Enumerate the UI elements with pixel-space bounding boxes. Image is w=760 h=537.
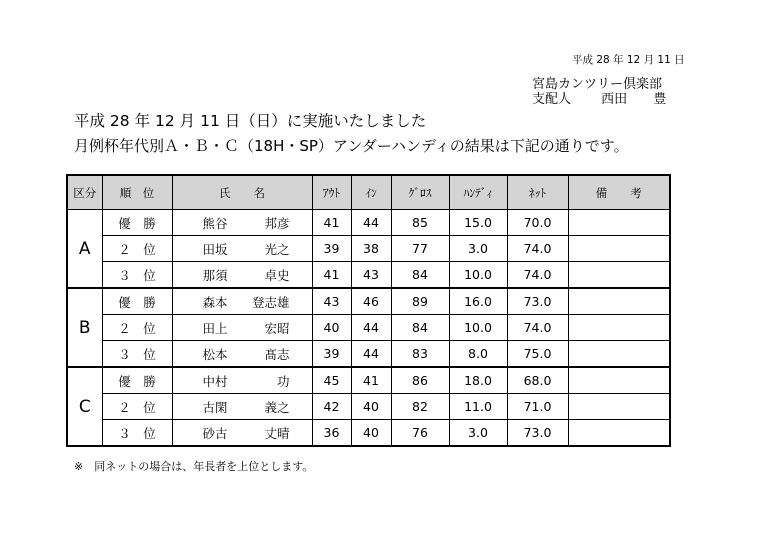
rank-cell: 優 勝 [102, 367, 172, 394]
surname: 森本 [202, 294, 228, 310]
header-category: 区分 [67, 175, 102, 210]
name-cell [172, 210, 312, 236]
surname: 中村 [202, 373, 228, 389]
handicap-cell: 11.0 [449, 394, 507, 420]
tie-break-note: ※ 同ネットの場合は、年長者を上位とします。 [74, 460, 314, 473]
in-score-cell: 43 [351, 262, 391, 289]
net-cell: 71.0 [507, 394, 568, 420]
rank-cell: 優 勝 [102, 288, 172, 315]
surname: 那須 [202, 267, 228, 283]
remarks-cell [568, 236, 670, 262]
table-row [67, 341, 670, 368]
surname: 田坂 [202, 241, 228, 257]
name-cell [172, 288, 312, 315]
table-row [67, 236, 670, 262]
in-score-cell: 41 [351, 367, 391, 394]
announcement-subtitle: 月例杯年代別Ａ・Ｂ・Ｃ（18H・SP）アンダーハンディの結果は下記の通りです。 [74, 137, 629, 155]
net-cell: 68.0 [507, 367, 568, 394]
table-row [67, 210, 670, 236]
name-cell [172, 315, 312, 341]
surname: 松本 [202, 346, 228, 362]
rank-cell: ３ 位 [102, 420, 172, 447]
results-table [66, 174, 671, 447]
header-in: ｲﾝ [351, 175, 391, 210]
gross-cell: 86 [391, 367, 449, 394]
name-cell [172, 420, 312, 447]
club-name: 宮島カンツリー倶楽部 [532, 77, 663, 92]
remarks-cell [568, 394, 670, 420]
surname: 砂古 [202, 425, 228, 441]
given-name: 功 [276, 373, 290, 389]
rank-cell: 優 勝 [102, 210, 172, 236]
remarks-cell [568, 367, 670, 394]
header-rank: 順 位 [102, 175, 172, 210]
out-score-cell: 41 [312, 210, 351, 236]
rank-cell: ２ 位 [102, 315, 172, 341]
out-score-cell: 39 [312, 236, 351, 262]
remarks-cell [568, 315, 670, 341]
in-score-cell: 44 [351, 341, 391, 368]
manager-line [532, 92, 666, 107]
out-score-cell: 40 [312, 315, 351, 341]
handicap-cell: 16.0 [449, 288, 507, 315]
gross-cell: 82 [391, 394, 449, 420]
given-name: 髙志 [264, 346, 290, 362]
name-cell [172, 394, 312, 420]
header-remarks: 備 考 [568, 175, 670, 210]
given-name: 丈晴 [264, 425, 290, 441]
manager-surname: 西田 [601, 92, 628, 107]
given-name: 宏昭 [264, 320, 290, 336]
header-out: ｱｳﾄ [312, 175, 351, 210]
net-cell: 74.0 [507, 315, 568, 341]
gross-cell: 89 [391, 288, 449, 315]
gross-cell: 84 [391, 262, 449, 289]
net-cell: 73.0 [507, 288, 568, 315]
remarks-cell [568, 288, 670, 315]
handicap-cell: 3.0 [449, 236, 507, 262]
header-net: ﾈｯﾄ [507, 175, 568, 210]
table-header-row [67, 175, 670, 210]
header-name: 氏 名 [172, 175, 312, 210]
group-label: A [67, 210, 102, 289]
given-name: 光之 [264, 241, 290, 257]
net-cell: 74.0 [507, 236, 568, 262]
given-name: 邦彦 [264, 215, 290, 231]
group-label: B [67, 288, 102, 367]
rank-cell: ２ 位 [102, 394, 172, 420]
in-score-cell: 40 [351, 420, 391, 447]
group-label: C [67, 367, 102, 446]
manager-given-name: 豊 [653, 92, 667, 107]
net-cell: 74.0 [507, 262, 568, 289]
rank-cell: ３ 位 [102, 341, 172, 368]
handicap-cell: 10.0 [449, 315, 507, 341]
out-score-cell: 42 [312, 394, 351, 420]
out-score-cell: 43 [312, 288, 351, 315]
out-score-cell: 41 [312, 262, 351, 289]
remarks-cell [568, 210, 670, 236]
table-row [67, 420, 670, 447]
handicap-cell: 8.0 [449, 341, 507, 368]
out-score-cell: 45 [312, 367, 351, 394]
name-cell [172, 236, 312, 262]
in-score-cell: 38 [351, 236, 391, 262]
announcement-title: 平成 28 年 12 月 11 日（日）に実施いたしました [74, 112, 427, 130]
table-row [67, 394, 670, 420]
manager-title: 支配人 [532, 92, 572, 107]
gross-cell: 83 [391, 341, 449, 368]
issue-date: 平成 28 年 12 月 11 日 [572, 54, 685, 66]
remarks-cell [568, 420, 670, 447]
gross-cell: 77 [391, 236, 449, 262]
gross-cell: 76 [391, 420, 449, 447]
name-cell [172, 262, 312, 289]
rank-cell: ２ 位 [102, 236, 172, 262]
in-score-cell: 46 [351, 288, 391, 315]
header-gross: ｸﾞﾛｽ [391, 175, 449, 210]
gross-cell: 84 [391, 315, 449, 341]
given-name: 義之 [264, 399, 290, 415]
handicap-cell: 3.0 [449, 420, 507, 447]
in-score-cell: 40 [351, 394, 391, 420]
given-name: 卓史 [264, 267, 290, 283]
handicap-cell: 10.0 [449, 262, 507, 289]
net-cell: 70.0 [507, 210, 568, 236]
net-cell: 75.0 [507, 341, 568, 368]
out-score-cell: 39 [312, 341, 351, 368]
club-signature [532, 77, 666, 107]
net-cell: 73.0 [507, 420, 568, 447]
table-row [67, 262, 670, 289]
name-cell [172, 367, 312, 394]
surname: 熊谷 [202, 215, 228, 231]
table-row [67, 288, 670, 315]
rank-cell: ３ 位 [102, 262, 172, 289]
table-row [67, 367, 670, 394]
name-cell [172, 341, 312, 368]
header-handicap: ﾊﾝﾃﾞｨ [449, 175, 507, 210]
out-score-cell: 36 [312, 420, 351, 447]
handicap-cell: 15.0 [449, 210, 507, 236]
in-score-cell: 44 [351, 210, 391, 236]
handicap-cell: 18.0 [449, 367, 507, 394]
in-score-cell: 44 [351, 315, 391, 341]
remarks-cell [568, 341, 670, 368]
remarks-cell [568, 262, 670, 289]
surname: 古閑 [202, 399, 228, 415]
given-name: 登志雄 [251, 294, 290, 310]
table-row [67, 315, 670, 341]
gross-cell: 85 [391, 210, 449, 236]
surname: 田上 [202, 320, 228, 336]
